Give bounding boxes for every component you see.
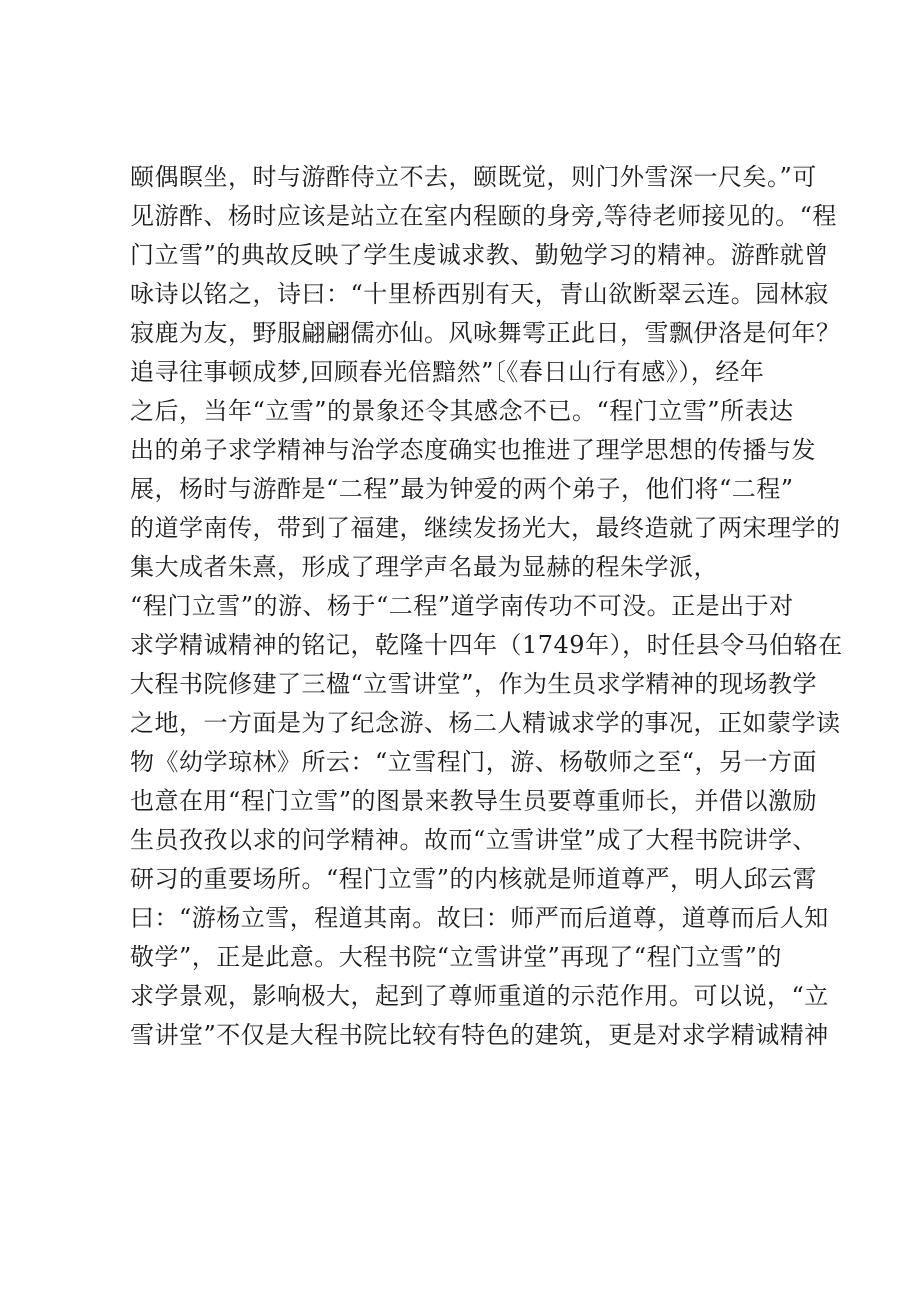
text-line: 寂鹿为友，野服翩翩儒亦仙。风咏舞雩正此日，雪飘伊洛是何年？ bbox=[130, 319, 841, 347]
body-text bbox=[130, 158, 843, 1055]
text-line: 敬学”，正是此意。大程书院“立雪讲堂”再现了“程门立雪”的 bbox=[130, 943, 782, 971]
text-line: 生员孜孜以求的问学精神。故而“立雪讲堂”成了大程书院讲学、 bbox=[130, 826, 818, 854]
text-line: 雪讲堂”不仅是大程书院比较有特色的建筑，更是对求学精诚精神 bbox=[130, 1021, 829, 1049]
text-line: 之地，一方面是为了纪念游、杨二人精诚求学的事况，正如蒙学读 bbox=[130, 709, 841, 737]
text-line: “程门立雪”的游、杨于“二程”道学南传功不可没。正是出于对 bbox=[130, 592, 794, 620]
text-line: 之后，当年“立雪”的景象还令其感念不已。“程门立雪”所表达 bbox=[130, 397, 794, 425]
text-line: 见游酢、杨时应该是站立在室内程颐的身旁,等待老师接见的。“程 bbox=[130, 202, 837, 230]
text-line: 集大成者朱熹，形成了理学声名最为显赫的程朱学派， bbox=[130, 553, 718, 581]
text-line: 物《幼学琼林》所云：“立雪程门，游、杨敬师之至“，另一方面 bbox=[130, 748, 818, 776]
text-line: 研习的重要场所。“程门立雪”的内核就是师道尊严，明人邱云霄 bbox=[130, 865, 818, 893]
text-line: 大程书院修建了三楹“立雪讲堂”，作为生员求学精神的现场教学 bbox=[130, 670, 818, 698]
text-line: 求学精诚精神的铭记，乾隆十四年（1749年），时任县令马伯辂在 bbox=[130, 631, 843, 659]
text-line: 颐偶瞑坐，时与游酢侍立不去，颐既觉，则门外雪深一尺矣。”可 bbox=[130, 163, 817, 191]
text-line: 展，杨时与游酢是“二程”最为钟爱的两个弟子，他们将“二程” bbox=[130, 475, 794, 503]
text-line: 曰：“游杨立雪，程道其南。故曰：师严而后道尊，道尊而后人知 bbox=[130, 904, 829, 932]
text-line: 门立雪”的典故反映了学生虔诚求教、勤勉学习的精神。游酢就曾 bbox=[130, 241, 829, 269]
text-line: 出的弟子求学精神与治学态度确实也推进了理学思想的传播与发 bbox=[130, 436, 816, 464]
text-line: 咏诗以铭之，诗曰：“十里桥西别有天，青山欲断翠云连。园林寂 bbox=[130, 280, 829, 308]
text-line: 也意在用“程门立雪”的图景来教导生员要尊重师长，并借以激励 bbox=[130, 787, 818, 815]
text-line: 追寻往事顿成梦,回顾春光倍黯然”〔《春日山行有感》），经年 bbox=[130, 358, 765, 386]
text-line: 求学景观，影响极大，起到了尊师重道的示范作用。可以说，“立 bbox=[130, 982, 829, 1010]
text-line: 的道学南传，带到了福建，继续发扬光大，最终造就了两宋理学的 bbox=[130, 514, 841, 542]
